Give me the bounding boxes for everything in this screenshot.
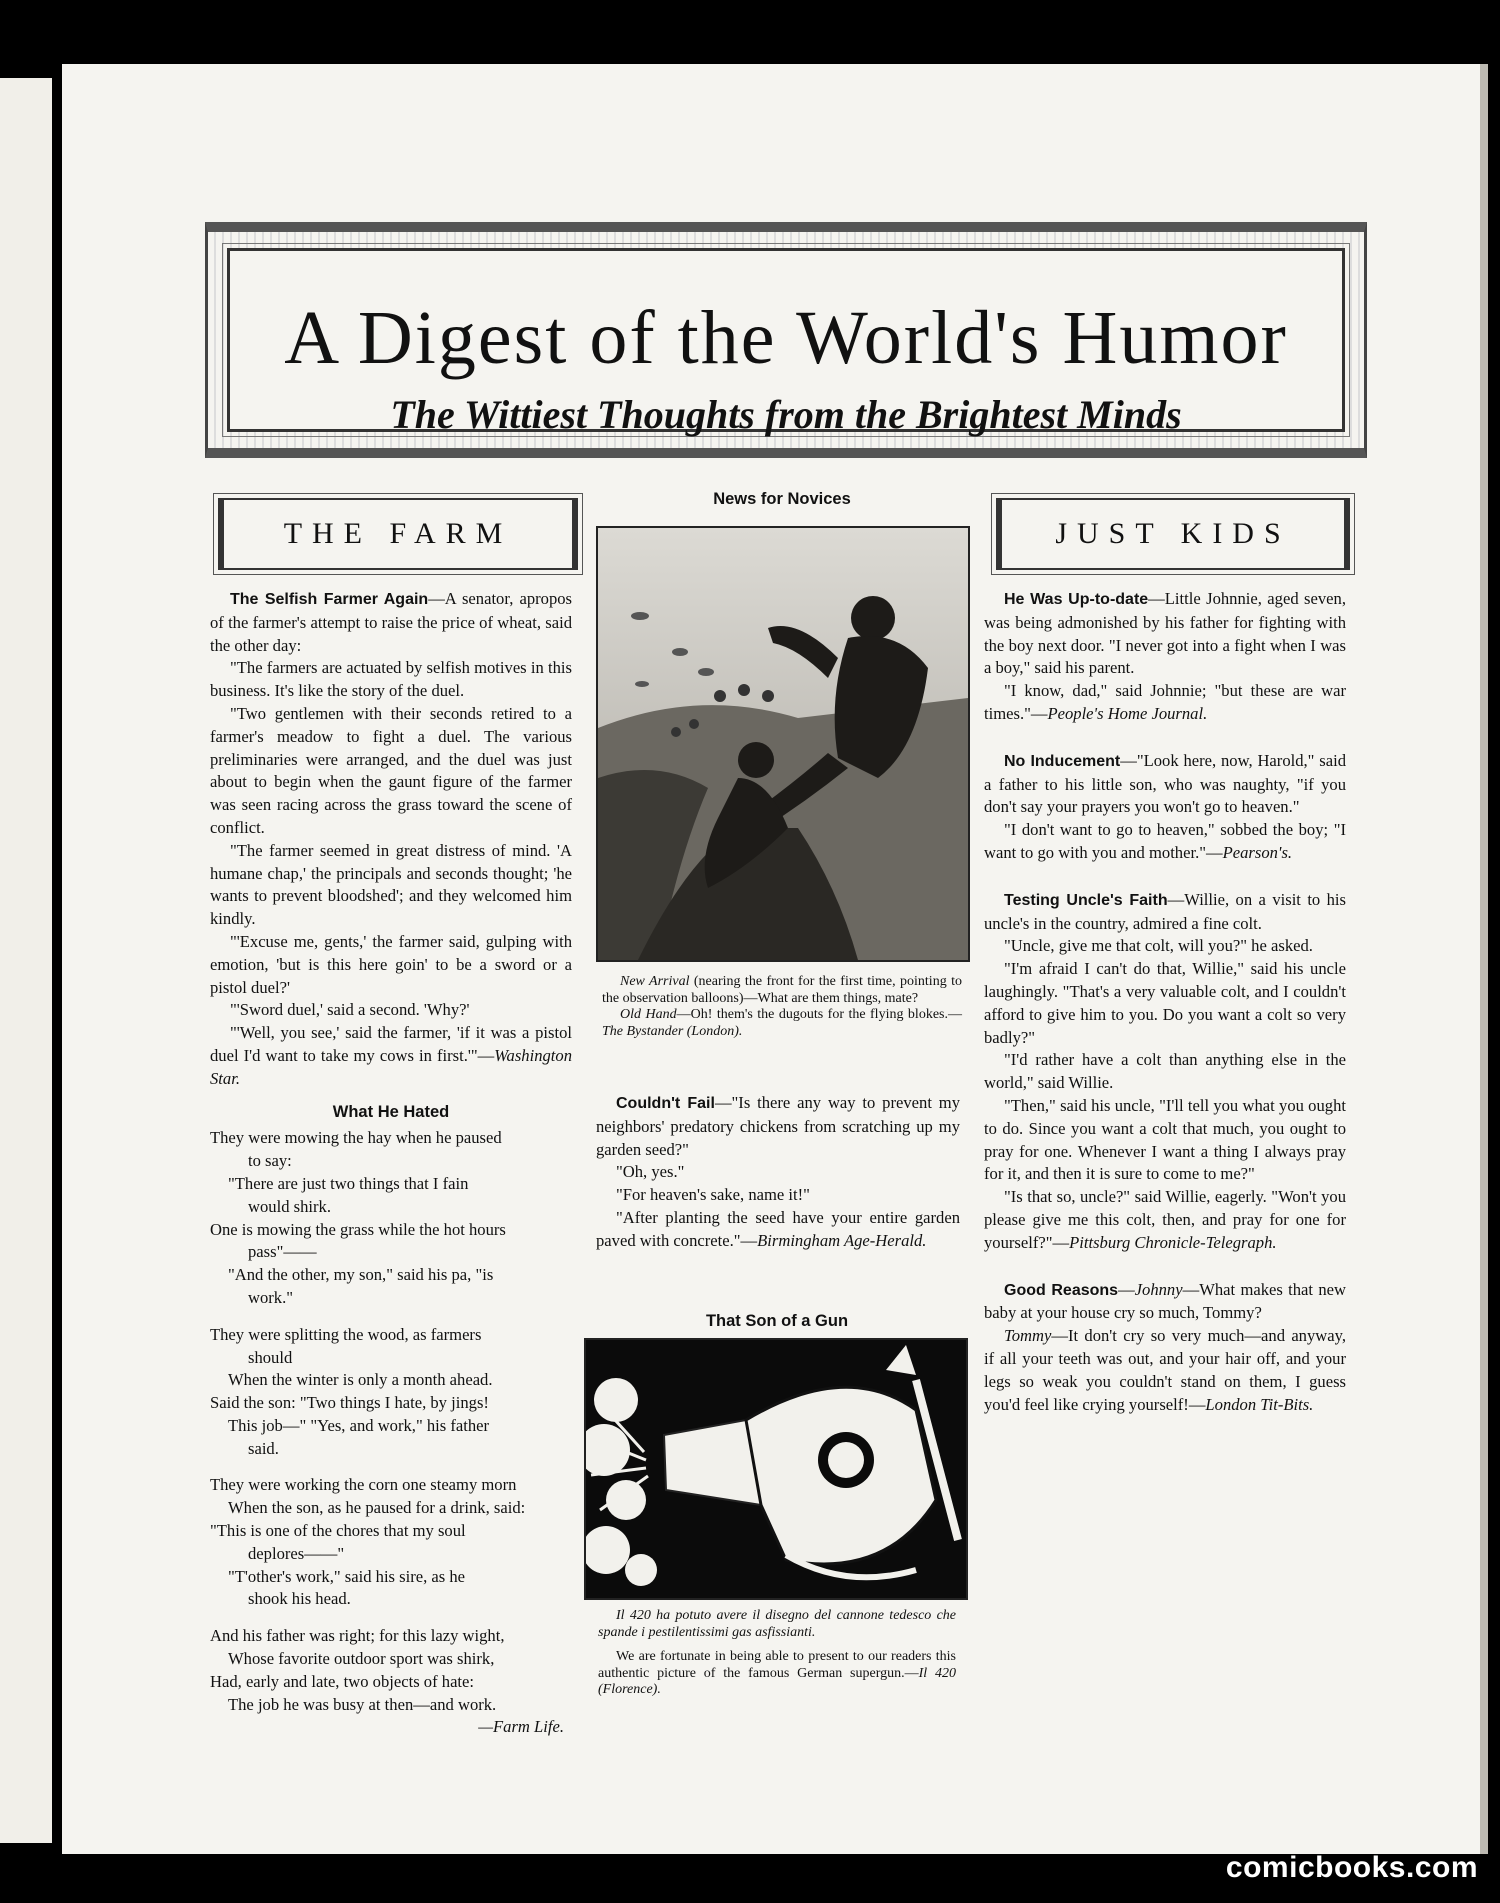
watermark: comicbooks.com [1225,1851,1478,1884]
banner-panel [227,248,1345,437]
page-subtitle: The Wittiest Thoughts from the Brightest Minds [390,392,1182,437]
poem-what-he-hated [210,1127,572,1739]
paragraph: "The farmer seemed in great distress of mind. 'A humane chap,' the principals and seconds thought; 'he wants to prevent bloodshed'; and they welcomed him kindly. [210,840,572,929]
headline: Good Reasons [1004,1281,1119,1299]
stanza: They were working the corn one steamy morn When the son, as he paused for a drink, said: "This is one of the chores that my soul deplores——" "T'other's work," said his sire, as he shook his head. [210,1475,526,1609]
section-head-farm: THE FARM [218,498,578,570]
stanza: They were mowing the hay when he paused to say: "There are just two things that I fain would shirk. One is mowing the grass while the hot hours pass"—— "And the other, my son," said his pa, "is work." [210,1128,506,1307]
book-gutter [52,72,62,1862]
cartoon-title-novices: News for Novices [713,490,851,508]
headline: Couldn't Fail [616,1095,715,1112]
article-uncles-faith: Testing Uncle's Faith—Willie, on a visit to his uncle's in the country, admired a fine colt. [984,889,1346,933]
paragraph: "'Well, you see,' said the farmer, 'if it was a pistol duel I'd want to take my cows in first.'"—Washington Star. [210,1023,572,1088]
source-credit: Il 420 (Florence). [598,1665,956,1698]
headline: The Selfish Farmer Again [230,591,429,608]
poem-title: What He Hated [332,1102,450,1121]
article-good-reasons: Good Reasons—Johnny—What makes that new baby at your house cry so much, Tommy? [984,1279,1346,1323]
source-credit: Washington Star. [210,1045,572,1088]
stanza: And his father was right; for this lazy wight, Whose favorite outdoor sport was shirk, Had, early and late, two objects of hate: The job he was busy at then—and work. —Farm Life. [210,1625,572,1739]
source-credit: The Bystander (London). [602,1023,743,1039]
paragraph: "'Sword duel,' said a second. 'Why?' [230,1000,470,1020]
source-credit: Pearson's. [1222,842,1293,862]
paragraph: "Two gentlemen with their seconds retired to a farmer's meadow to fight a duel. The various preliminaries were arranged, and the duel was just about to begin when the gaunt figure of the farmer was seen racing across the grass toward the scene of conflict. [210,703,572,837]
header-banner [205,222,1367,458]
stanza: They were splitting the wood, as farmers should When the winter is only a month ahead. Said the son: "Two things I hate, by jings! This job—" "Yes, and work," his father said. [210,1324,493,1458]
kids-column: He Was Up-to-date—Little Johnnie, aged seven, was being admonished by his father for fighting with the boy next door. "I never got into a fight when I was a boy," said his parent. "I know, dad," said Johnnie; "but these are war times."—People's Home Journal. No Inducement—"Look here, now, Harold," said a father to his little son, who was naughty, "if you don't say your prayers you won't go to heaven." "I don't want to go to heaven," sobbed the boy; "I want to go with you and mother."—Pearson's. Testing Uncle's Faith—Willie, on a visit to his uncle's in the country, admired a fine colt. "Uncle, give me that colt, will you?" he asked. "I'm afraid I can't do that, Willie," said his uncle laughingly. "That's a very valuable colt, and I couldn't afford to give him to you. Do you want a colt so very badly?" "I'd rather have a colt than anything else in the world," said Willie. "Then," said his uncle, "I'll tell you what you ought to do. Since you want a colt that much, you ought to pray for one. Whenever I want a thing I always pray for it, and then it is sure to come to me?" "Is that so, uncle?" said Willie, eagerly. "Won't you please give me this colt, then, and pray for one for yourself?"—Pittsburg Chronicle-Telegraph. Good Reasons—Johnny—What makes that new baby at your house cry so much, Tommy? Tommy—It don't cry so very much—and anyway, if all your teeth was out, and your hair off, and your legs so weak you couldn't stand on them, I guess you'd feel like crying yourself!—London Tit-Bits. [984,589,1346,1414]
paragraph: "The farmers are actuated by selfish motives in this business. It's like the story of the duel. [210,658,572,701]
section-head-kids: JUST KIDS [996,498,1350,570]
page-title: A Digest of the World's Humor [284,296,1288,380]
headline: No Inducement [1004,752,1121,770]
article-no-inducement: No Inducement—"Look here, now, Harold," said a father to his little son, who was naughty, "if you don't say your prayers you won't go to heaven." [984,750,1346,817]
cartoon-title-son-of-a-gun: That Son of a Gun [705,1312,849,1330]
illustration-gas-mask-gun [584,1338,968,1600]
illustration-soldiers-balloons [596,526,970,962]
article-couldnt-fail: Couldn't Fail—"Is there any way to prevent my neighbors' predatory chickens from scratching up my garden seed?" "Oh, yes." "For heaven's sake, name it!" "After planting the seed have your entire garden paved with concrete."—Birmingham Age-Herald. [596,1093,960,1250]
left-page-edge [0,78,52,1843]
headline: He Was Up-to-date [1004,591,1149,608]
gas-mask-illustration-icon [586,1340,966,1598]
source-credit: —Farm Life. [478,1717,564,1737]
caption-son-of-a-gun: Il 420 ha potuto avere il disegno del cannone tedesco che spande i pestilentissimi gas asfissianti. We are fortunate in being able to present to our readers this authentic picture of the famous German supergun.—Il 420 (Florence). [598,1608,956,1698]
page-edge-shadow [1480,64,1488,1854]
source-credit: Pittsburg Chronicle-Telegraph. [1069,1232,1277,1252]
caption-novices: New Arrival (nearing the front for the first time, pointing to the observation balloons)—What are them things, mate? Old Hand—Oh! them's the dugouts for the flying blokes.—The Bystander (London). [602,974,962,1039]
source-credit: London Tit-Bits. [1205,1394,1314,1414]
farm-column [210,588,572,1753]
paragraph: "'Excuse me, gents,' the farmer said, gulping with emotion, 'but is this here goin' to be a sword or a pistol duel?' [210,931,572,997]
soldiers-illustration-icon [598,528,968,960]
article-selfish-farmer: The Selfish Farmer Again—A senator, apropos of the farmer's attempt to raise the price of wheat, said the other day: [210,589,572,655]
source-credit: People's Home Journal. [1047,703,1208,723]
article-up-to-date: He Was Up-to-date—Little Johnnie, aged seven, was being admonished by his father for fighting with the boy next door. "I never got into a fight when I was a boy," said his parent. [984,589,1346,678]
headline: Testing Uncle's Faith [1004,891,1168,909]
source-credit: Birmingham Age-Herald. [757,1230,927,1250]
